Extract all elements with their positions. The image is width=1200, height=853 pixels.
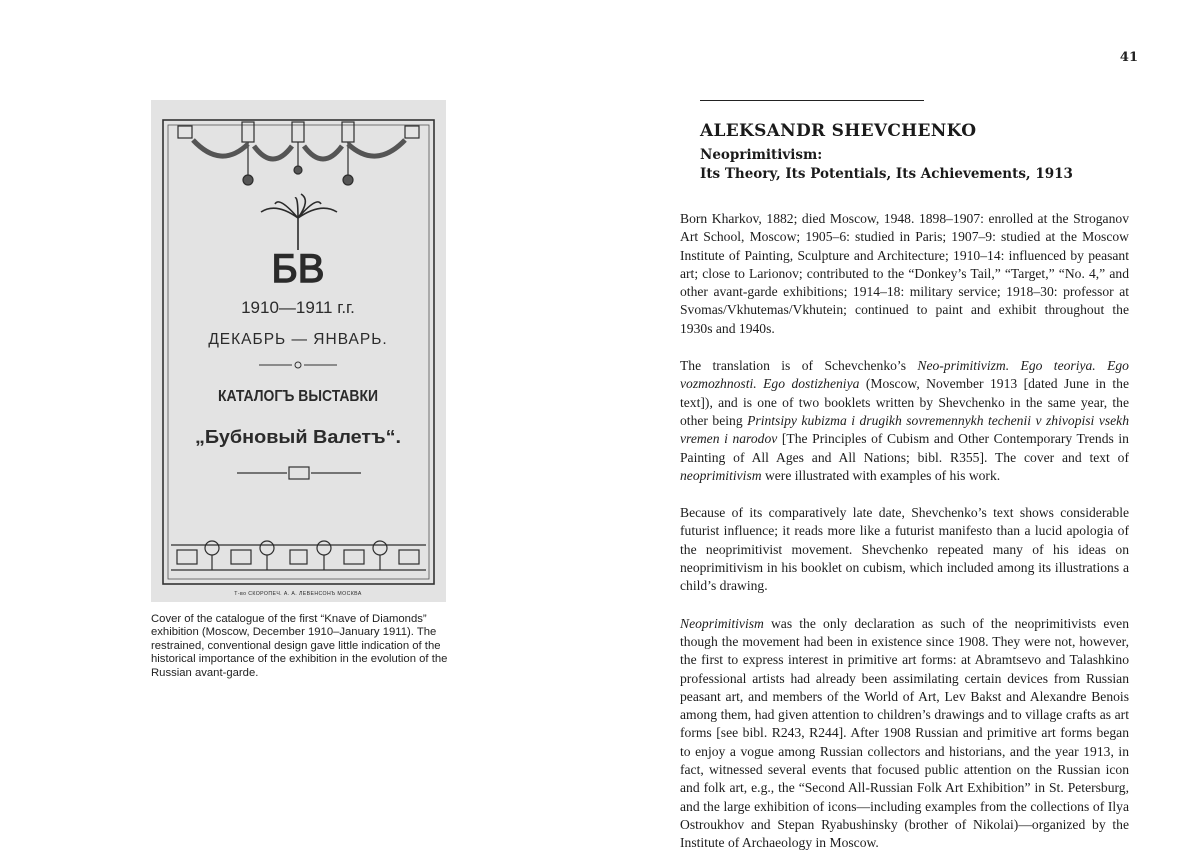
figure-caption: Cover of the catalogue of the first “Knave of Diamonds” exhibition (Moscow, December 1910–January 1911). The restrained, conventional design gave little indication of the historical importance of the exhibition in the evolution of the Russian avant-garde.	[151, 613, 448, 679]
p4-text-b: was the only declaration as such of the neoprimitivists even though the movement had been in existence since 1908. They were not, however, the first to express interest in primitive art forms: at Abramtsevo and Talashkino professional artists had already been assimilating certain devices from Russian peasant art, and members of the World of Art, Lev Bakst and Alexandre Benois among them, had given attention to children’s drawings and to village crafts as art forms [see bibl. R243, R244]. After 1908 Russian and primitive art forms began to enjoy a vogue among Russian collectors and historians, and the year 1913, in fact, witnessed several events that focused public attention on the Russian icon and folk art, e.g., the “Second All-Russian Folk Art Exhibition” in St. Petersburg, and the large exhibition of icons—including examples from the collections of Ilya Ostroukhov and Stepan Ryabushinsky (brother of Nikolai)—organized by the Institute of Archaeology in Moscow.	[680, 615, 1129, 851]
cover-exhibition-title: „Бубновый Валетъ“.	[195, 427, 401, 447]
p2-neoprimitivism-italic: neoprimitivism	[680, 467, 762, 483]
page-number: 41	[1119, 50, 1138, 65]
context-paragraph	[680, 615, 1129, 853]
cover-months: ДЕКАБРЬ — ЯНВАРЬ.	[208, 331, 388, 348]
article-body	[680, 210, 1129, 853]
p2-text-e: [The Principles of Cubism and Other Contemporary Trends in Painting of All Ages and All Nations; bibl. R355]. The cover and text of	[680, 431, 1129, 465]
cover-monogram: БВ	[271, 247, 325, 291]
catalogue-cover-image	[151, 100, 446, 602]
cover-years: 1910—1911 г.г.	[241, 298, 355, 317]
p2-second-booklet-title: Printsipy kubizma i drugikh sovremennykh techenii v zhivopisi vsekh vremen i narodov	[680, 412, 1130, 447]
translation-note-paragraph	[680, 357, 1129, 485]
p4-neoprimitivism-italic: Neoprimitivism	[680, 615, 764, 631]
author-name: ALEKSANDR SHEVCHENKO	[700, 121, 977, 141]
futurist-influence-paragraph: Because of its comparatively late date, Shevchenko’s text shows considerable futurist influence; it reads more like a futurist manifesto than a lucid apologia of the neoprimitivist movement. Shevchenko repeated many of his ideas on neoprimitivism in his booklet on cubism, which included among its illustrations a child’s drawing.	[680, 505, 1129, 594]
article-title-line-2: Its Theory, Its Potentials, Its Achievements, 1913	[700, 166, 1073, 182]
p2-text-c: (Moscow, November 1913 [dated June in the text]), and is one of two booklets written by Shevchenko in the same year, the other being	[680, 376, 1129, 428]
p2-text-g: were illustrated with examples of his work.	[761, 467, 1001, 483]
biography-paragraph: Born Kharkov, 1882; died Moscow, 1948. 1898–1907: enrolled at the Stroganov Art School, Moscow; 1905–6: studied in Paris; 1907–9: studied at the Moscow Institute of Painting, Sculpture and Architecture; 1910–14: influenced by peasant art; close to Larionov; contributed to the “Donkey’s Tail,” “Target,” “No. 4,” and other avant-garde exhibitions; 1914–18: military service; 1918–30: professor at Svomas/Vkhutemas/Vkhutein; continued to paint and exhibit throughout the 1930s and 1940s.	[680, 211, 1129, 336]
p2-text-a: The translation is of Schevchenko’s	[680, 358, 918, 374]
p2-source-title: Neo-primitivizm. Ego teoriya. Ego vozmozhnosti. Ego dostizheniya	[680, 358, 1129, 392]
article-title-line-1: Neoprimitivism:	[700, 147, 823, 163]
cover-printer: Т-во СКОРОПЕЧ. А. А. ЛЕВЕНСОНЪ МОСКВА	[234, 591, 362, 597]
header-rule	[700, 100, 924, 101]
article-title	[700, 146, 1073, 184]
cover-catalogue-line: КАТАЛОГЪ ВЫСТАВКИ	[218, 388, 378, 405]
